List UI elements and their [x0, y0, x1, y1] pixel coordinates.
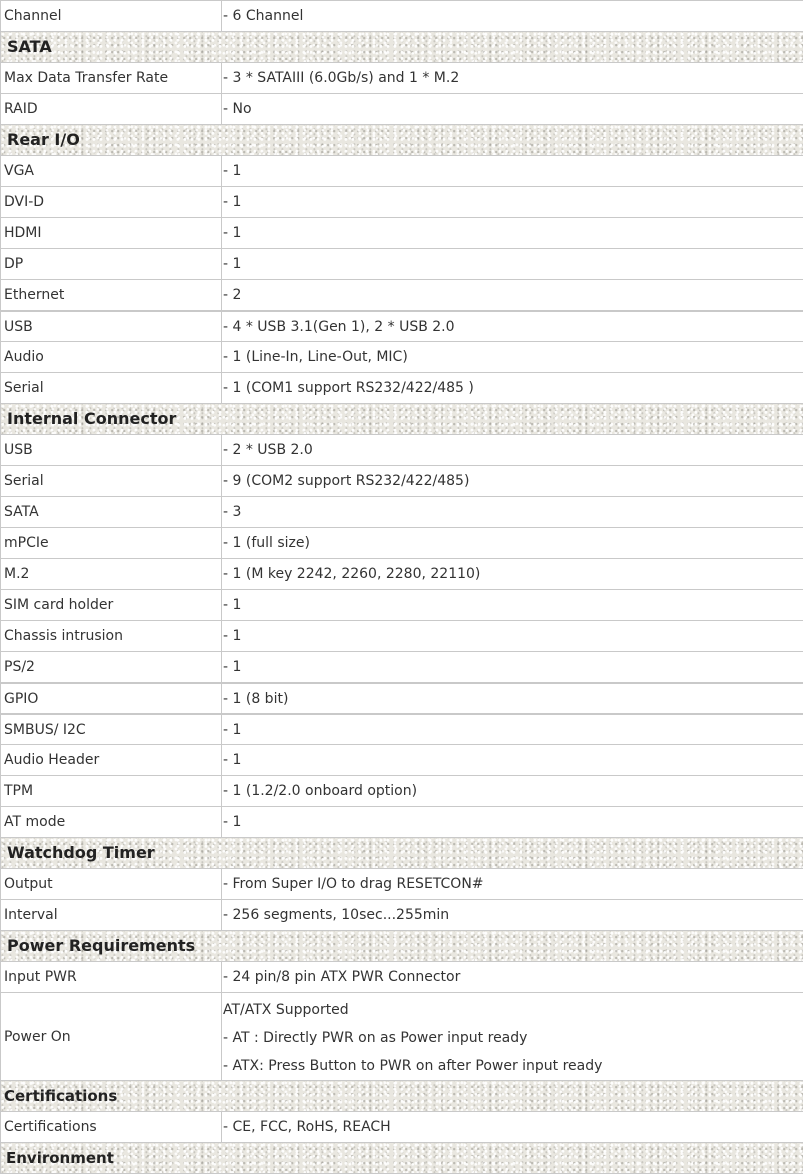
- spec-row-ethernet: [1, 280, 803, 312]
- spec-label: AT mode: [1, 807, 222, 838]
- spec-label: Audio Header: [1, 745, 222, 776]
- spec-label: TPM: [1, 776, 222, 807]
- spec-label: PS/2: [1, 652, 222, 684]
- spec-row-sata: [1, 497, 803, 528]
- section-header-certifications: [1, 1081, 803, 1112]
- spec-value: - 9 (COM2 support RS232/422/485): [222, 466, 803, 497]
- spec-value: - 1: [222, 156, 803, 187]
- spec-row-tpm: [1, 776, 803, 807]
- spec-value: - 1 (Line-In, Line-Out, MIC): [222, 342, 803, 373]
- section-header-rear-io: [1, 125, 803, 156]
- section-title: Certifications: [1, 1081, 803, 1112]
- spec-value: - 1: [222, 745, 803, 776]
- spec-value: - 1: [222, 652, 803, 684]
- spec-value: - 1 (M key 2242, 2260, 2280, 22110): [222, 559, 803, 590]
- spec-value: - 24 pin/8 pin ATX PWR Connector: [222, 962, 803, 993]
- spec-row-m2: [1, 559, 803, 590]
- spec-row-raid: [1, 94, 803, 125]
- spec-value: - 1: [222, 218, 803, 249]
- spec-label: VGA: [1, 156, 222, 187]
- spec-label: HDMI: [1, 218, 222, 249]
- section-title: SATA: [1, 32, 803, 63]
- spec-label: DVI-D: [1, 187, 222, 218]
- spec-value: - 6 Channel: [222, 1, 803, 32]
- section-header-internal-connector: [1, 404, 803, 435]
- spec-value: - 2 * USB 2.0: [222, 435, 803, 466]
- spec-value-multiline: [222, 993, 803, 1081]
- spec-label: Serial: [1, 466, 222, 497]
- spec-label: Interval: [1, 900, 222, 931]
- spec-label: SIM card holder: [1, 590, 222, 621]
- spec-row-output: [1, 869, 803, 900]
- spec-label: Output: [1, 869, 222, 900]
- spec-row-channel: [1, 1, 803, 32]
- spec-label: DP: [1, 249, 222, 280]
- spec-row-smbus-i2c: [1, 714, 803, 745]
- spec-value: - 1 (COM1 support RS232/422/485 ): [222, 373, 803, 404]
- spec-row-dp: [1, 249, 803, 280]
- spec-label: RAID: [1, 94, 222, 125]
- spec-row-max-data-transfer-rate: [1, 63, 803, 94]
- section-header-power-requirements: [1, 931, 803, 962]
- spec-row-dvi-d: [1, 187, 803, 218]
- spec-value: - 1: [222, 249, 803, 280]
- spec-value: - 256 segments, 10sec...255min: [222, 900, 803, 931]
- spec-label: SMBUS/ I2C: [1, 714, 222, 745]
- section-header-sata: [1, 32, 803, 63]
- spec-row-audio-header: [1, 745, 803, 776]
- spec-row-certifications: [1, 1112, 803, 1143]
- spec-value: - 1: [222, 621, 803, 652]
- spec-row-mpcie: [1, 528, 803, 559]
- spec-label: Input PWR: [1, 962, 222, 993]
- spec-value: - 1 (8 bit): [222, 683, 803, 714]
- spec-label: GPIO: [1, 683, 222, 714]
- spec-label: USB: [1, 311, 222, 342]
- spec-label: Max Data Transfer Rate: [1, 63, 222, 94]
- spec-label: USB: [1, 435, 222, 466]
- spec-value-line: - ATX: Press Button to PWR on after Power input ready: [223, 1052, 803, 1080]
- spec-value: - 1 (full size): [222, 528, 803, 559]
- spec-value: - 1: [222, 714, 803, 745]
- spec-row-sim-card-holder: [1, 590, 803, 621]
- section-title: Environment: [1, 1143, 803, 1174]
- spec-row-power-on: [1, 993, 803, 1081]
- spec-value: - CE, FCC, RoHS, REACH: [222, 1112, 803, 1143]
- spec-row-interval: [1, 900, 803, 931]
- spec-label: Ethernet: [1, 280, 222, 312]
- spec-row-chassis-intrusion: [1, 621, 803, 652]
- spec-row-vga: [1, 156, 803, 187]
- spec-value: - 1: [222, 187, 803, 218]
- section-title: Power Requirements: [1, 931, 803, 962]
- spec-row-hdmi: [1, 218, 803, 249]
- spec-value: - From Super I/O to drag RESETCON#: [222, 869, 803, 900]
- spec-value: - 1: [222, 590, 803, 621]
- spec-value: - 3 * SATAIII (6.0Gb/s) and 1 * M.2: [222, 63, 803, 94]
- spec-label: M.2: [1, 559, 222, 590]
- spec-label: Audio: [1, 342, 222, 373]
- spec-label: Chassis intrusion: [1, 621, 222, 652]
- spec-label: Channel: [1, 1, 222, 32]
- spec-label: Power On: [1, 993, 222, 1081]
- spec-row-gpio: [1, 683, 803, 714]
- section-title: Rear I/O: [1, 125, 803, 156]
- spec-value-line: AT/ATX Supported: [223, 996, 803, 1024]
- spec-row-serial-internal: [1, 466, 803, 497]
- spec-value: - 1: [222, 807, 803, 838]
- spec-label: Serial: [1, 373, 222, 404]
- spec-value: - 2: [222, 280, 803, 312]
- spec-row-serial-rear: [1, 373, 803, 404]
- section-title: Watchdog Timer: [1, 838, 803, 869]
- spec-row-audio: [1, 342, 803, 373]
- section-header-environment: [1, 1143, 803, 1174]
- spec-value-line: - AT : Directly PWR on as Power input ready: [223, 1024, 803, 1052]
- spec-row-usb-internal: [1, 435, 803, 466]
- spec-label: SATA: [1, 497, 222, 528]
- spec-label: mPCIe: [1, 528, 222, 559]
- section-title: Internal Connector: [1, 404, 803, 435]
- spec-row-ps2: [1, 652, 803, 684]
- spec-row-usb-rear: [1, 311, 803, 342]
- spec-value: - 1 (1.2/2.0 onboard option): [222, 776, 803, 807]
- spec-label: Certifications: [1, 1112, 222, 1143]
- spec-value: - 3: [222, 497, 803, 528]
- spec-row-input-pwr: [1, 962, 803, 993]
- spec-row-at-mode: [1, 807, 803, 838]
- spec-value: - No: [222, 94, 803, 125]
- spec-value: - 4 * USB 3.1(Gen 1), 2 * USB 2.0: [222, 311, 803, 342]
- section-header-watchdog-timer: [1, 838, 803, 869]
